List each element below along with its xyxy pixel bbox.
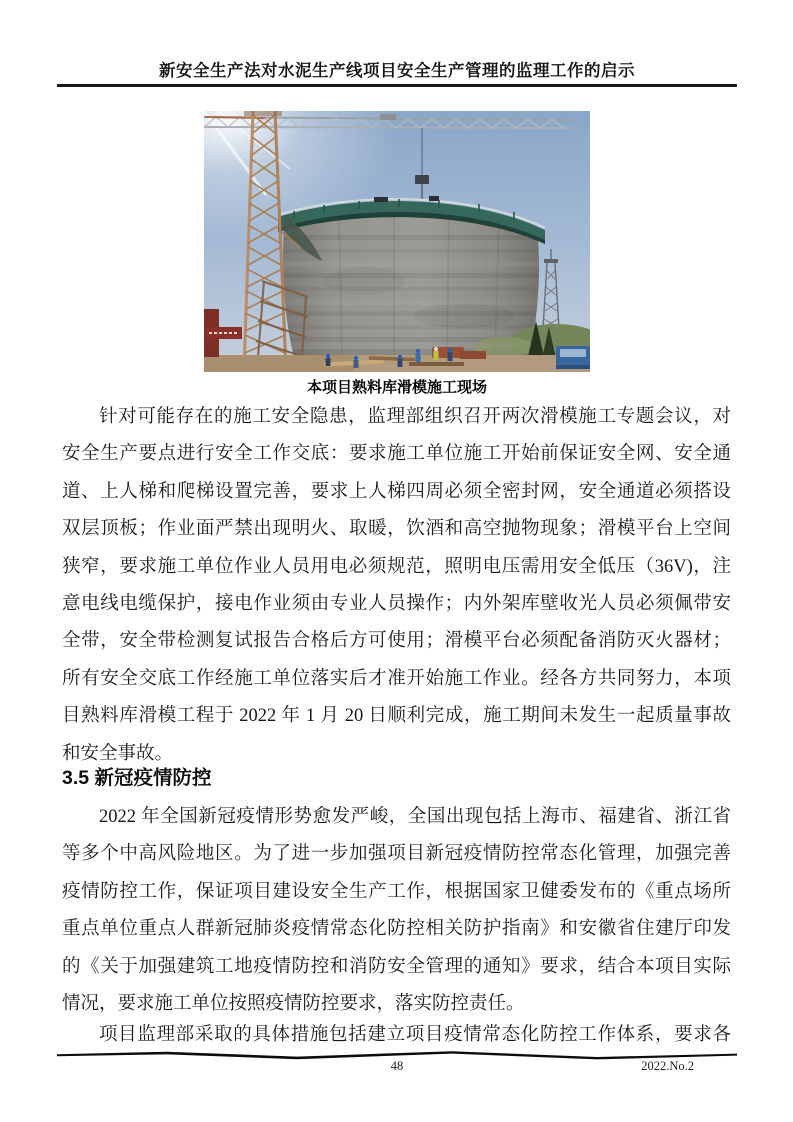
text-line: 所有安全交底工作经施工单位落实后才准开始施工作业。经各方共同努力，本项 [62, 668, 731, 689]
photo-caption: 本项目熟料库滑模施工现场 [306, 379, 487, 396]
text-line: 安全生产要点进行安全工作交底：要求施工单位施工开始前保证安全网、安全通 [62, 444, 731, 465]
construction-photo-svg [204, 111, 590, 372]
paragraph-slipform-safety [62, 399, 731, 773]
truck [556, 346, 590, 369]
page-header-title: 新安全生产法对水泥生产线项目安全生产管理的监理工作的启示 [159, 61, 635, 80]
text-line: 目熟料库滑模工程于 2022 年 1 月 20 日顺利完成，施工期间未发生一起质量事故 [62, 706, 731, 727]
text-line: 重点单位重点人群新冠肺炎疫情常态化防控相关防护指南》和安徽省住建厅印发 [62, 919, 731, 940]
text-line: 疫情防控工作，保证项目建设安全生产工作，根据国家卫健委发布的《重点场所 [62, 881, 731, 902]
paragraph-epidemic-overview [62, 799, 731, 1023]
footer-rule [57, 1047, 737, 1057]
text-line: 狭窄，要求施工单位作业人员用电必须规范，照明电压需用安全低压（36V)，注 [62, 556, 731, 577]
text-line: 项目监理部采取的具体措施包括建立项目疫情常态化防控工作体系，要求各 [99, 1025, 731, 1045]
section-heading-3-5: 3.5 新冠疫情防控 [62, 767, 212, 789]
text-line: 意电线电缆保护，接电作业须由专业人员操作；内外架库壁收光人员必须佩带安 [62, 593, 731, 614]
text-line: 情况，要求施工单位按照疫情防控要求，落实防控责任。 [62, 993, 525, 1014]
text-line: 道、上人梯和爬梯设置完善，要求上人梯四周必须全密封网，安全通道必须搭设 [62, 481, 731, 502]
text-line: 2022 年全国新冠疫情形势愈发严峻，全国出现包括上海市、福建省、浙江省 [99, 807, 731, 827]
header-rule [57, 84, 737, 87]
text-line: 等多个中高风险地区。为了进一步加强项目新冠疫情防控常态化管理，加强完善 [62, 844, 731, 865]
page-number: 48 [390, 1059, 404, 1073]
text-line: 的《关于加强建筑工地疫情防控和消防安全管理的通知》要求，结合本项目实际 [62, 956, 731, 977]
text-line: 全带，安全带检测复试报告合格后方可使用；滑模平台必须配备消防灭火器材； [62, 631, 731, 652]
text-line: 和安全事故。 [62, 743, 174, 764]
construction-photo [204, 111, 590, 372]
text-line: 双层顶板；作业面严禁出现明火、取暖，饮酒和高空抛物现象；滑模平台上空间 [62, 519, 731, 540]
text-line: 针对可能存在的施工安全隐患，监理部组织召开两次滑模施工专题会议，对 [99, 407, 731, 427]
issue-number: 2022.No.2 [641, 1059, 694, 1073]
